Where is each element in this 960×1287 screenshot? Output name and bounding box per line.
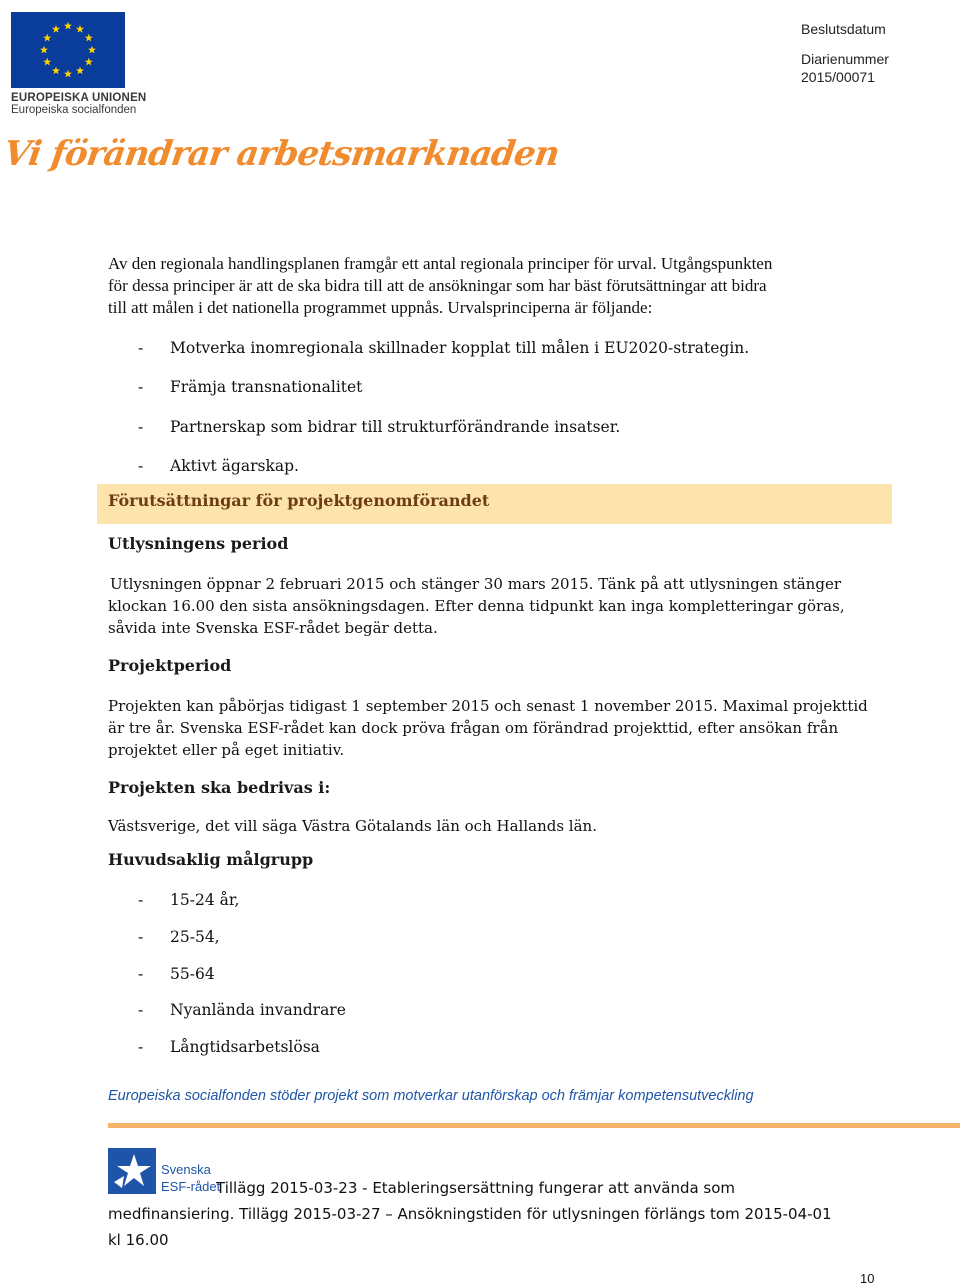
esf-radet-label: ESF-rådet: [161, 1179, 221, 1194]
diarienummer-value: 2015/00071: [801, 69, 875, 85]
projektperiod-line-3: projektet eller på eget initiativ.: [108, 741, 345, 759]
intro-line-3: till att målen i det nationella programmet uppnås. Urvalsprinciperna är följande:: [108, 298, 653, 317]
footer-divider: [108, 1123, 960, 1128]
projektperiod-line-2: är tre år. Svenska ESF-rådet kan dock pröva frågan om förändrad projekttid, efter ansökan från: [108, 719, 839, 737]
eu-flag-logo: [11, 12, 125, 88]
eu-union-label: EUROPEISKA UNIONEN: [11, 92, 147, 104]
list-item: - 55-64: [138, 965, 215, 983]
amendment-note-line-2: medfinansiering. Tillägg 2015-03-27 – Ansökningstiden för utlysningen förlängs tom 2015-04-01: [108, 1205, 832, 1223]
intro-line-2: för dessa principer är att de ska bidra till att de ansökningar som har bäst förutsättningar att bidra: [108, 276, 767, 295]
list-item: - Nyanlända invandrare: [138, 1001, 346, 1019]
projektperiod-line-1: Projekten kan påbörjas tidigast 1 september 2015 och senast 1 november 2015. Maximal projekttid: [108, 697, 868, 715]
projektperiod-heading: Projektperiod: [108, 656, 232, 675]
utlysning-heading: Utlysningens period: [108, 534, 289, 553]
page-number: 10: [860, 1271, 875, 1286]
list-item: - Långtidsarbetslösa: [138, 1038, 320, 1056]
utlysning-line-3: såvida inte Svenska ESF-rådet begär detta.: [108, 619, 438, 637]
bedrivas-text: Västsverige, det vill säga Västra Götalands län och Hallands län.: [108, 817, 597, 835]
esf-star-icon: [108, 1148, 156, 1194]
utlysning-line-2: klockan 16.00 den sista ansökningsdagen. Efter denna tidpunkt kan inga kompletteringar göras,: [108, 597, 845, 615]
slogan: Vi förändrar arbetsmarknaden: [1, 134, 562, 174]
esf-svenska-label: Svenska: [161, 1162, 211, 1177]
bedrivas-heading: Projekten ska bedrivas i:: [108, 778, 331, 797]
list-item: - Partnerskap som bidrar till strukturförändrande insatser.: [138, 418, 621, 436]
utlysning-line-1: Utlysningen öppnar 2 februari 2015 och stänger 30 mars 2015. Tänk på att utlysningen stänger: [110, 575, 841, 593]
beslutsdatum-label: Beslutsdatum: [801, 21, 886, 37]
list-item: - 15-24 år,: [138, 891, 240, 909]
eu-stars-icon: [11, 12, 125, 88]
eu-fund-label: Europeiska socialfonden: [11, 104, 137, 116]
list-item: - 25-54,: [138, 928, 220, 946]
section-title: Förutsättningar för projektgenomförandet: [108, 491, 490, 510]
amendment-note-line-3: kl 16.00: [108, 1231, 169, 1249]
footer-tagline: Europeiska socialfonden stöder projekt som motverkar utanförskap och främjar kompetensutveckling: [108, 1088, 754, 1104]
intro-line-1: Av den regionala handlingsplanen framgår ett antal regionala principer för urval. Utgångspunkten: [108, 254, 773, 273]
list-item: - Motverka inomregionala skillnader kopplat till målen i EU2020-strategin.: [138, 339, 750, 357]
amendment-note-line-1: Tillägg 2015-03-23 - Etableringsersättning fungerar att använda som: [216, 1179, 736, 1197]
list-item: - Främja transnationalitet: [138, 378, 363, 396]
diarienummer-label: Diarienummer: [801, 51, 889, 67]
list-item: - Aktivt ägarskap.: [138, 457, 299, 475]
malgrupp-heading: Huvudsaklig målgrupp: [108, 850, 314, 869]
document-meta: [801, 20, 889, 92]
